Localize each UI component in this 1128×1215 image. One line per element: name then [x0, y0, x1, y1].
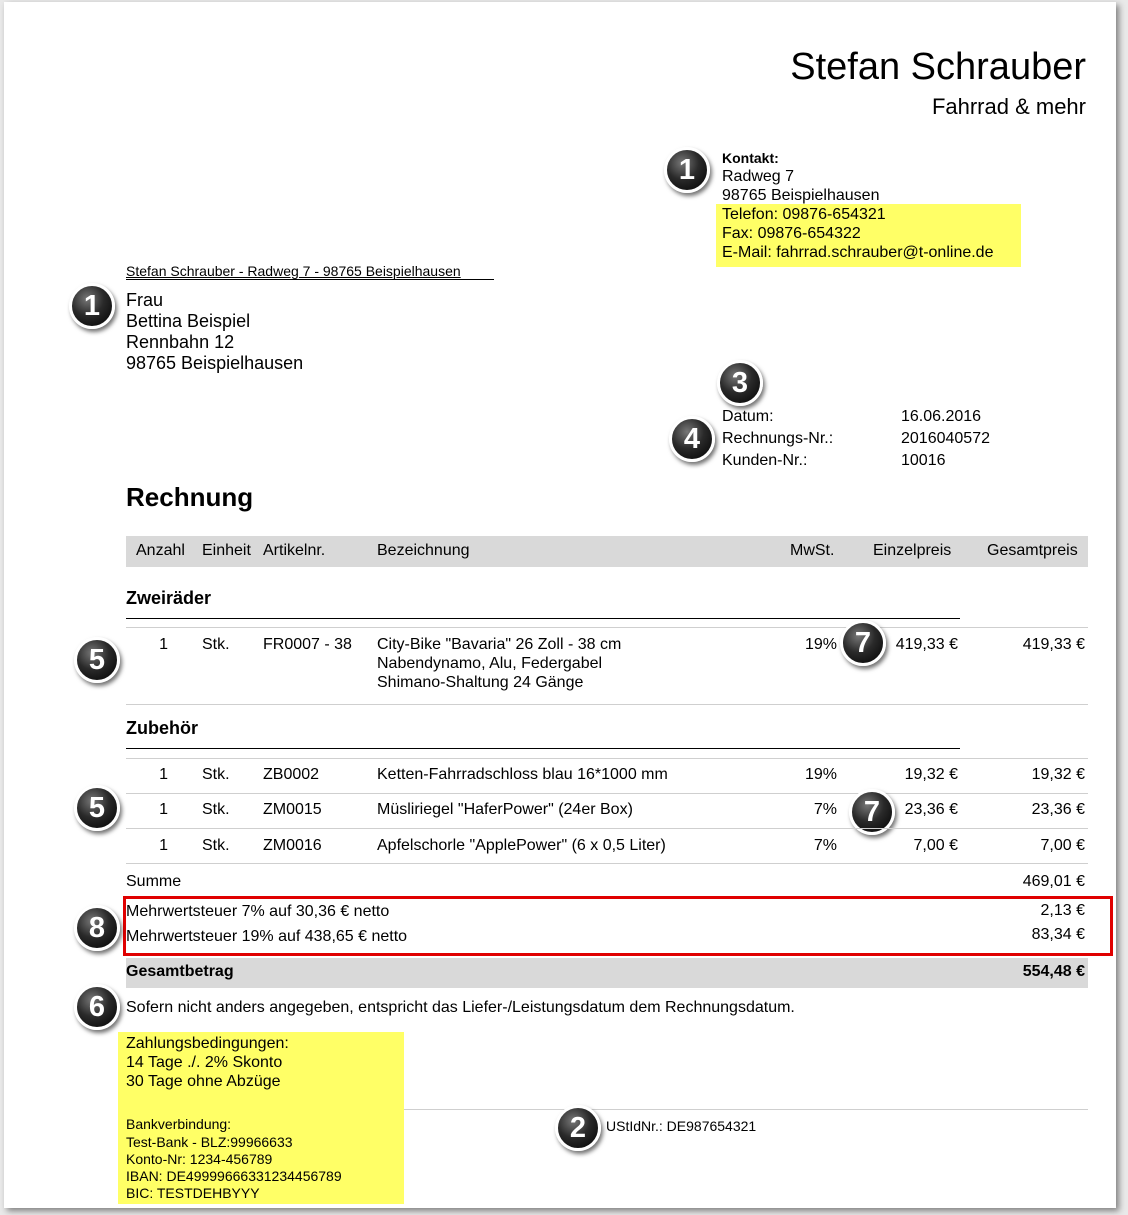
- row-vat: 19%: [804, 636, 837, 653]
- invoice-title: Rechnung: [126, 482, 254, 512]
- sum-value: 469,01 €: [1022, 873, 1085, 890]
- col-desc: Bezeichnung: [377, 542, 470, 559]
- contact-phone: Telefon: 09876-654321: [722, 206, 886, 223]
- marker-7-price1: 7: [840, 620, 886, 666]
- customer-no-label: Kunden-Nr.:: [722, 452, 808, 469]
- bank-name: Test-Bank - BLZ:99966633: [126, 1134, 293, 1150]
- grand-total-value: 554,48 €: [1022, 963, 1085, 980]
- group-title: Zweiräder: [126, 588, 212, 608]
- contact-street: Radweg 7: [722, 168, 795, 185]
- col-vat: MwSt.: [790, 542, 835, 559]
- row-divider: [126, 863, 1088, 864]
- grand-total-bar: [126, 958, 1088, 988]
- row-total: 7,00 €: [1040, 837, 1085, 854]
- row-desc-line: City-Bike "Bavaria" 26 Zoll - 38 cm: [377, 636, 622, 653]
- sender-line: Stefan Schrauber - Radweg 7 - 98765 Beispielhausen: [126, 263, 461, 279]
- row-desc-line: Nabendynamo, Alu, Federgabel: [377, 655, 603, 672]
- vat-id: UStIdNr.: DE987654321: [606, 1118, 757, 1134]
- row-unit: Stk.: [202, 801, 230, 818]
- row-total: 23,36 €: [1031, 801, 1085, 818]
- col-total: Gesamtpreis: [987, 542, 1078, 559]
- company-tagline: Fahrrad & mehr: [931, 94, 1086, 119]
- bank-bic: BIC: TESTDEHBYYY: [126, 1185, 260, 1201]
- row-article: FR0007 - 38: [263, 636, 352, 653]
- company-name: Stefan Schrauber: [790, 46, 1086, 88]
- grand-total-label: Gesamtbetrag: [126, 963, 234, 980]
- contact-city: 98765 Beispielhausen: [722, 187, 880, 204]
- row-divider: [126, 793, 1088, 794]
- marker-2-vatid: 2: [555, 1105, 601, 1151]
- col-unit: Einheit: [202, 542, 251, 559]
- date-value: 16.06.2016: [901, 408, 982, 425]
- row-qty: 1: [159, 801, 168, 818]
- marker-1-recipient: 1: [69, 283, 115, 329]
- row-desc-line: Apfelschorle "ApplePower" (6 x 0,5 Liter): [377, 837, 666, 854]
- row-unit-price: 19,32 €: [904, 766, 958, 783]
- vat7-label: Mehrwertsteuer 7% auf 30,36 € netto: [126, 903, 390, 920]
- customer-no-value: 10016: [901, 452, 946, 469]
- col-article: Artikelnr.: [263, 542, 326, 559]
- bank-iban: IBAN: DE49999666331234456789: [126, 1168, 342, 1184]
- marker-8-vat: 8: [74, 905, 120, 951]
- row-vat: 7%: [813, 837, 837, 854]
- row-divider: [126, 704, 1088, 705]
- recipient-city: 98765 Beispielhausen: [126, 353, 304, 373]
- row-vat: 7%: [813, 801, 837, 818]
- footer-divider: [404, 1109, 1088, 1110]
- row-qty: 1: [159, 636, 168, 653]
- group-underline: [126, 618, 960, 619]
- row-qty: 1: [159, 766, 168, 783]
- row-divider: [126, 828, 1088, 829]
- contact-fax: Fax: 09876-654322: [722, 225, 861, 242]
- row-article: ZM0015: [263, 801, 322, 818]
- row-total: 19,32 €: [1031, 766, 1085, 783]
- marker-3-date: 3: [717, 360, 763, 406]
- row-divider: [126, 758, 1088, 759]
- row-unit: Stk.: [202, 766, 230, 783]
- recipient-street: Rennbahn 12: [126, 332, 235, 352]
- col-qty: Anzahl: [136, 542, 185, 559]
- vat7-value: 2,13 €: [1040, 902, 1085, 919]
- marker-5-group1: 5: [74, 637, 120, 683]
- marker-6-note: 6: [74, 984, 120, 1030]
- row-unit: Stk.: [202, 837, 230, 854]
- sender-line-rule: [126, 279, 494, 280]
- row-article: ZM0016: [263, 837, 322, 854]
- bank-label: Bankverbindung:: [126, 1116, 232, 1132]
- contact-email: E-Mail: fahrrad.schrauber@t-online.de: [722, 244, 994, 261]
- bank-account: Konto-Nr: 1234-456789: [126, 1151, 273, 1167]
- row-vat: 19%: [804, 766, 837, 783]
- vat19-label: Mehrwertsteuer 19% auf 438,65 € netto: [126, 928, 408, 945]
- row-article: ZB0002: [263, 766, 320, 783]
- vat19-value: 83,34 €: [1031, 926, 1085, 943]
- marker-4-invoice-no: 4: [669, 416, 715, 462]
- row-qty: 1: [159, 837, 168, 854]
- invoice-page: [4, 2, 1116, 1208]
- recipient-salutation: Frau: [126, 290, 164, 310]
- marker-7-price2: 7: [849, 789, 895, 835]
- invoice-no-label: Rechnungs-Nr.:: [722, 430, 834, 447]
- row-desc-line: Shimano-Shaltung 24 Gänge: [377, 674, 584, 691]
- contact-label: Kontakt:: [722, 150, 779, 166]
- recipient-name: Bettina Beispiel: [126, 311, 251, 331]
- invoice-no-value: 2016040572: [901, 430, 990, 447]
- row-unit: Stk.: [202, 636, 230, 653]
- marker-5-group2: 5: [74, 785, 120, 831]
- group-underline: [126, 748, 960, 749]
- row-unit-price: 7,00 €: [913, 837, 958, 854]
- row-unit-price: 419,33 €: [895, 636, 958, 653]
- row-unit-price: 23,36 €: [904, 801, 958, 818]
- row-divider: [126, 627, 1088, 628]
- marker-1-contact: 1: [664, 147, 710, 193]
- row-total: 419,33 €: [1022, 636, 1085, 653]
- row-desc-line: Müsliriegel "HaferPower" (24er Box): [377, 801, 633, 818]
- payment-line1: 14 Tage ./. 2% Skonto: [126, 1054, 283, 1071]
- group-title: Zubehör: [126, 718, 198, 738]
- col-unit-price: Einzelpreis: [873, 542, 952, 559]
- date-label: Datum:: [722, 408, 774, 425]
- row-desc-line: Ketten-Fahrradschloss blau 16*1000 mm: [377, 766, 668, 783]
- sum-label: Summe: [126, 873, 182, 890]
- delivery-note: Sofern nicht anders angegeben, entspricht das Liefer-/Leistungsdatum dem Rechnungsdatum.: [126, 999, 795, 1016]
- payment-label: Zahlungsbedingungen:: [126, 1035, 289, 1052]
- payment-line2: 30 Tage ohne Abzüge: [126, 1073, 281, 1090]
